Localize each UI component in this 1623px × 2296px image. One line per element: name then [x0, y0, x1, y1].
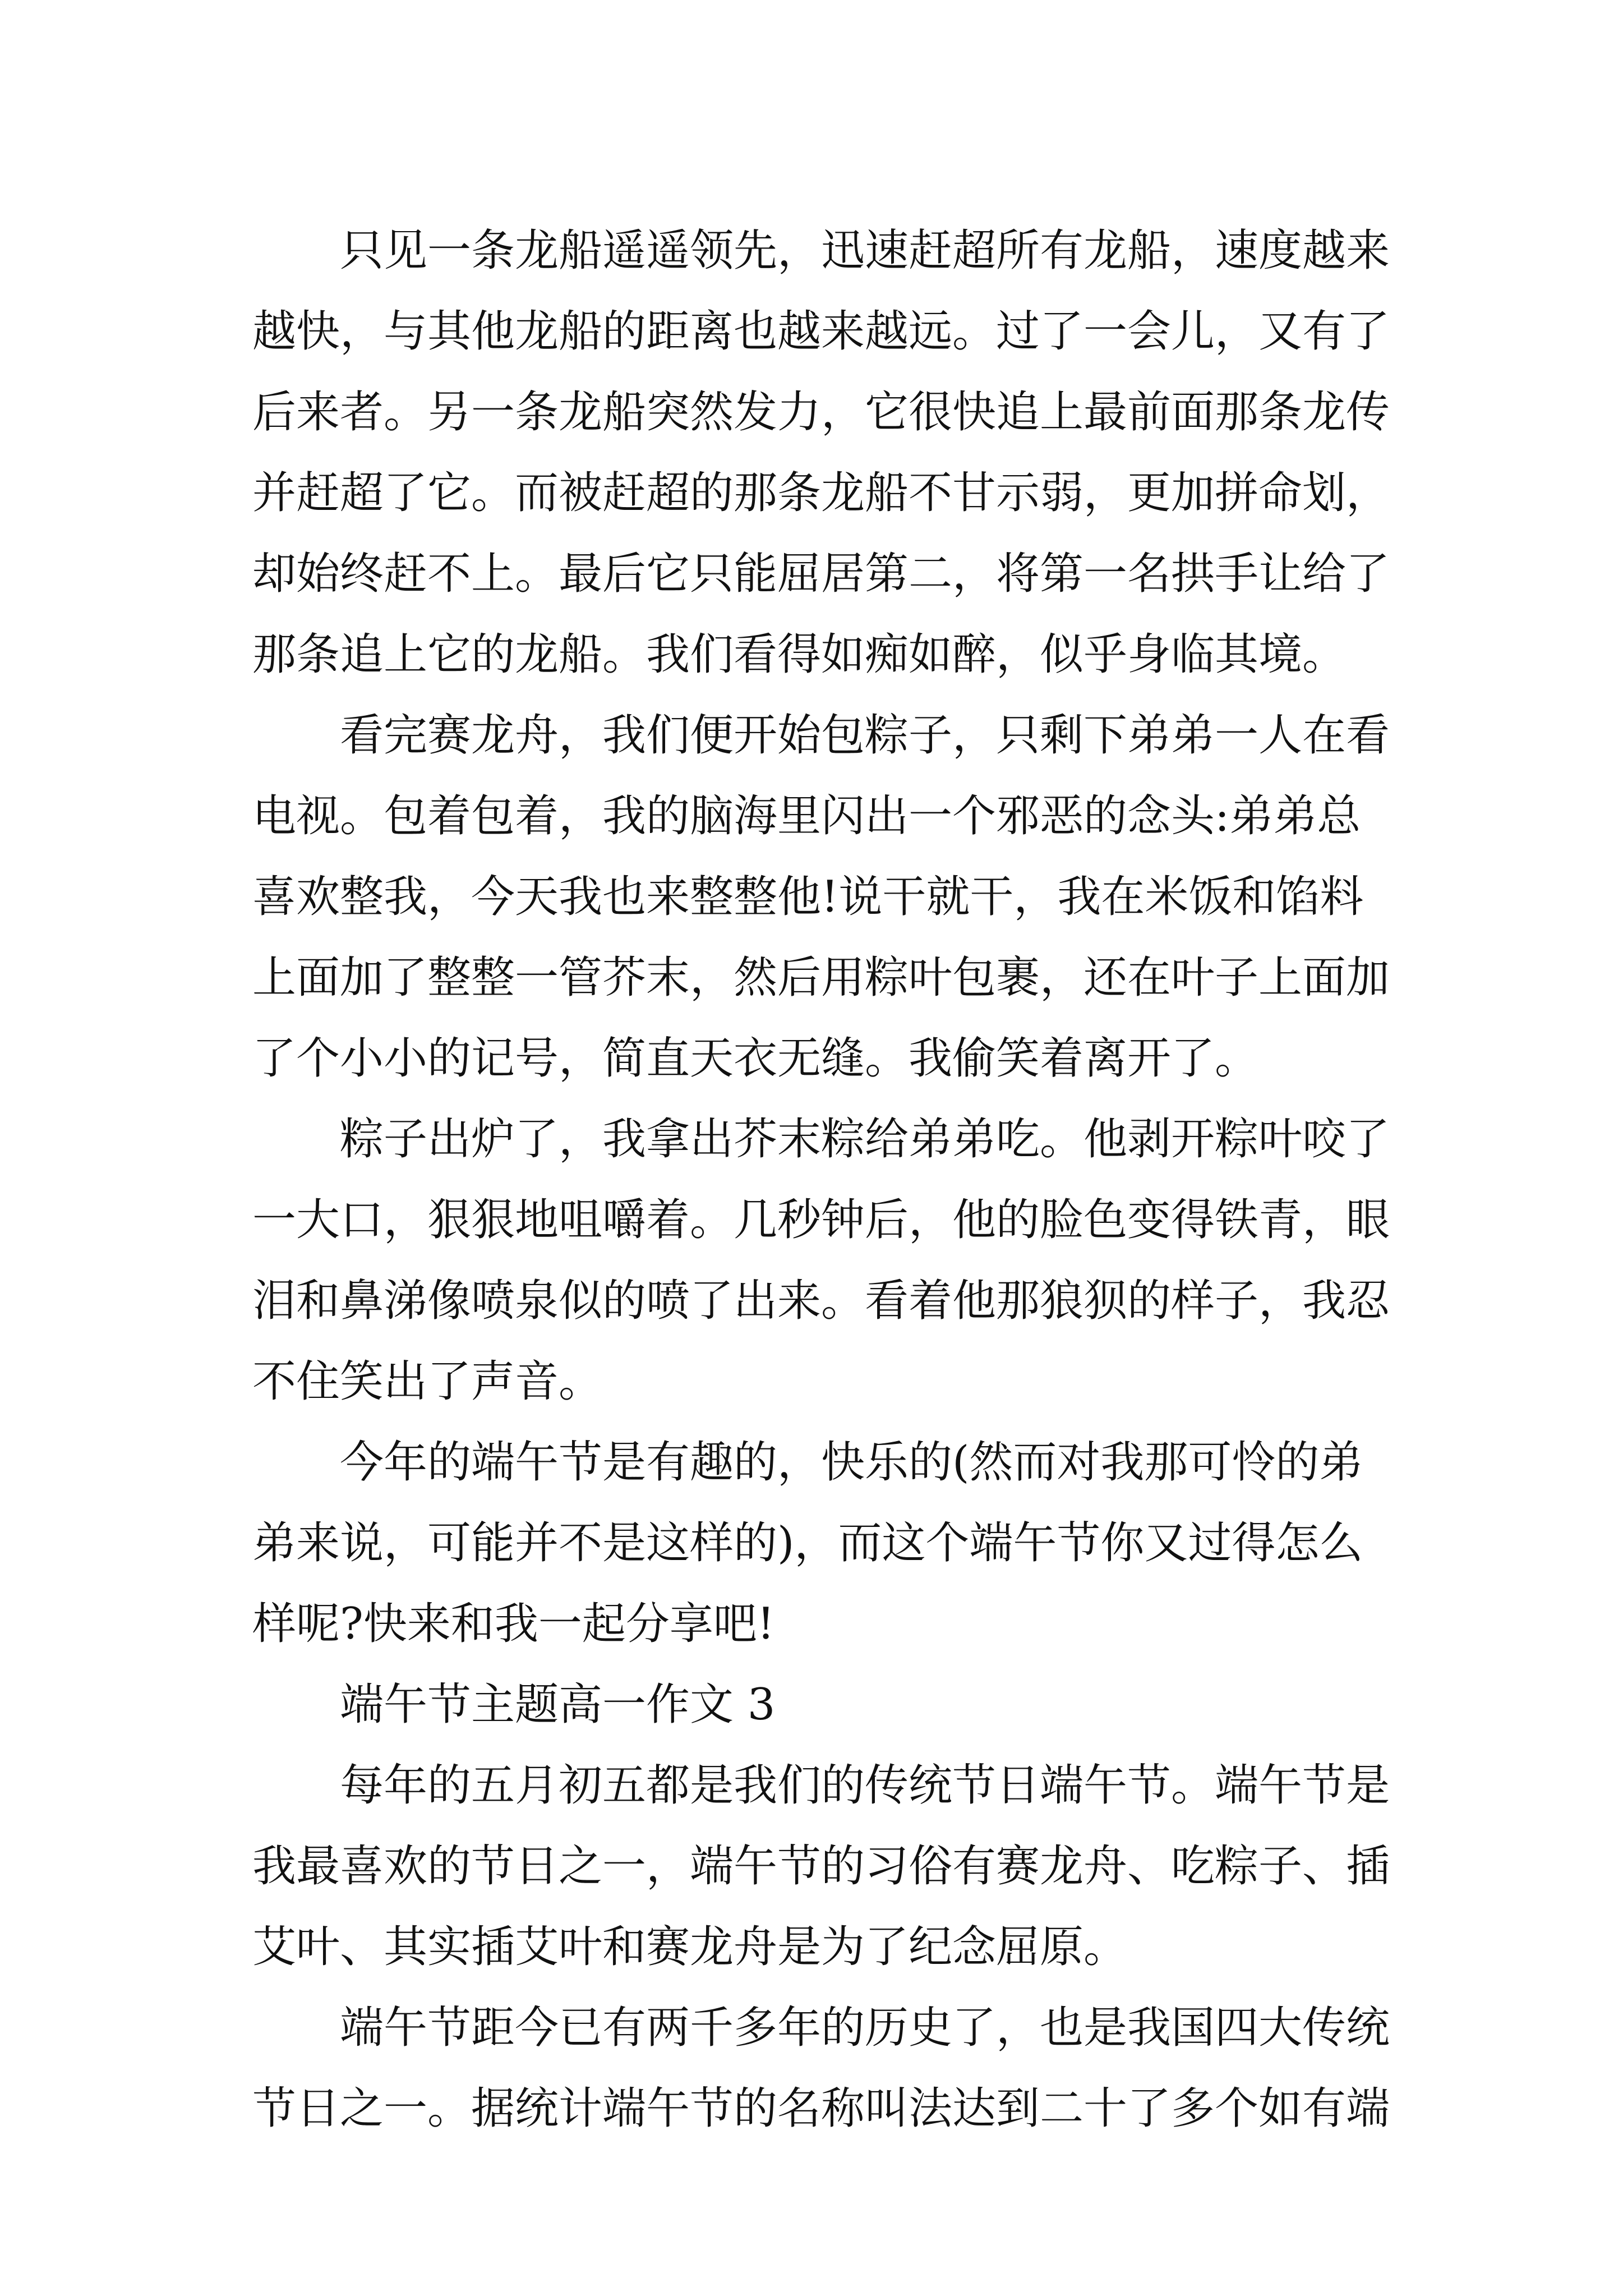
document-body — [252, 210, 1391, 2149]
text-line: 粽子出炉了，我拿出芥末粽给弟弟吃。他剥开粽叶咬了 — [340, 1114, 1390, 1165]
text-line: 那条追上它的龙船。我们看得如痴如醉，似乎身临其境。 — [252, 629, 1347, 680]
text-line: 却始终赶不上。最后它只能屈居第二，将第一名拱手让给了 — [252, 549, 1390, 599]
text-line: 节日之一。据统计端午节的名称叫法达到二十了多个如有端 — [252, 2083, 1390, 2134]
text-line: 今年的端午节是有趣的，快乐的(然而对我那可怜的弟 — [340, 1437, 1363, 1488]
text-line: 弟来说，可能并不是这样的)，而这个端午节你又过得怎么 — [252, 1518, 1363, 1568]
text-line: 艾叶、其实插艾叶和赛龙舟是为了纪念屈原。 — [252, 1922, 1128, 1972]
text-line: 后来者。另一条龙船突然发力，它很快追上最前面那条龙传 — [252, 387, 1390, 438]
text-line: 喜欢整我，今天我也来整整他!说干就干，我在米饭和馅料 — [252, 872, 1364, 922]
text-line: 不住笑出了声音。 — [252, 1356, 603, 1407]
text-line: 泪和鼻涕像喷泉似的喷了出来。看着他那狼狈的样子，我忍 — [252, 1276, 1390, 1326]
text-line: 我最喜欢的节日之一，端午节的习俗有赛龙舟、吃粽子、插 — [252, 1841, 1390, 1892]
section-heading: 端午节主题高一作文 3 — [340, 1680, 776, 1730]
text-line: 上面加了整整一管芥末，然后用粽叶包裹，还在叶子上面加 — [252, 953, 1390, 1003]
text-line: 看完赛龙舟，我们便开始包粽子，只剩下弟弟一人在看 — [340, 710, 1390, 761]
text-line: 电视。包着包着，我的脑海里闪出一个邪恶的念头:弟弟总 — [252, 791, 1361, 841]
text-line: 样呢?快来和我一起分享吧! — [252, 1599, 775, 1649]
text-line: 一大口，狠狠地咀嚼着。几秒钟后，他的脸色变得铁青，眼 — [252, 1195, 1390, 1245]
text-line: 并赶超了它。而被赶超的那条龙船不甘示弱，更加拼命划， — [252, 468, 1390, 518]
text-line: 了个小小的记号，简直天衣无缝。我偷笑着离开了。 — [252, 1033, 1259, 1084]
text-line: 端午节距今已有两千多年的历史了，也是我国四大传统 — [340, 2003, 1390, 2053]
text-line: 每年的五月初五都是我们的传统节日端午节。端午节是 — [340, 1760, 1390, 1811]
text-line: 越快，与其他龙船的距离也越来越远。过了一会儿，又有了 — [252, 306, 1390, 357]
text-line: 只见一条龙船遥遥领先，迅速赶超所有龙船，速度越来 — [340, 226, 1390, 276]
